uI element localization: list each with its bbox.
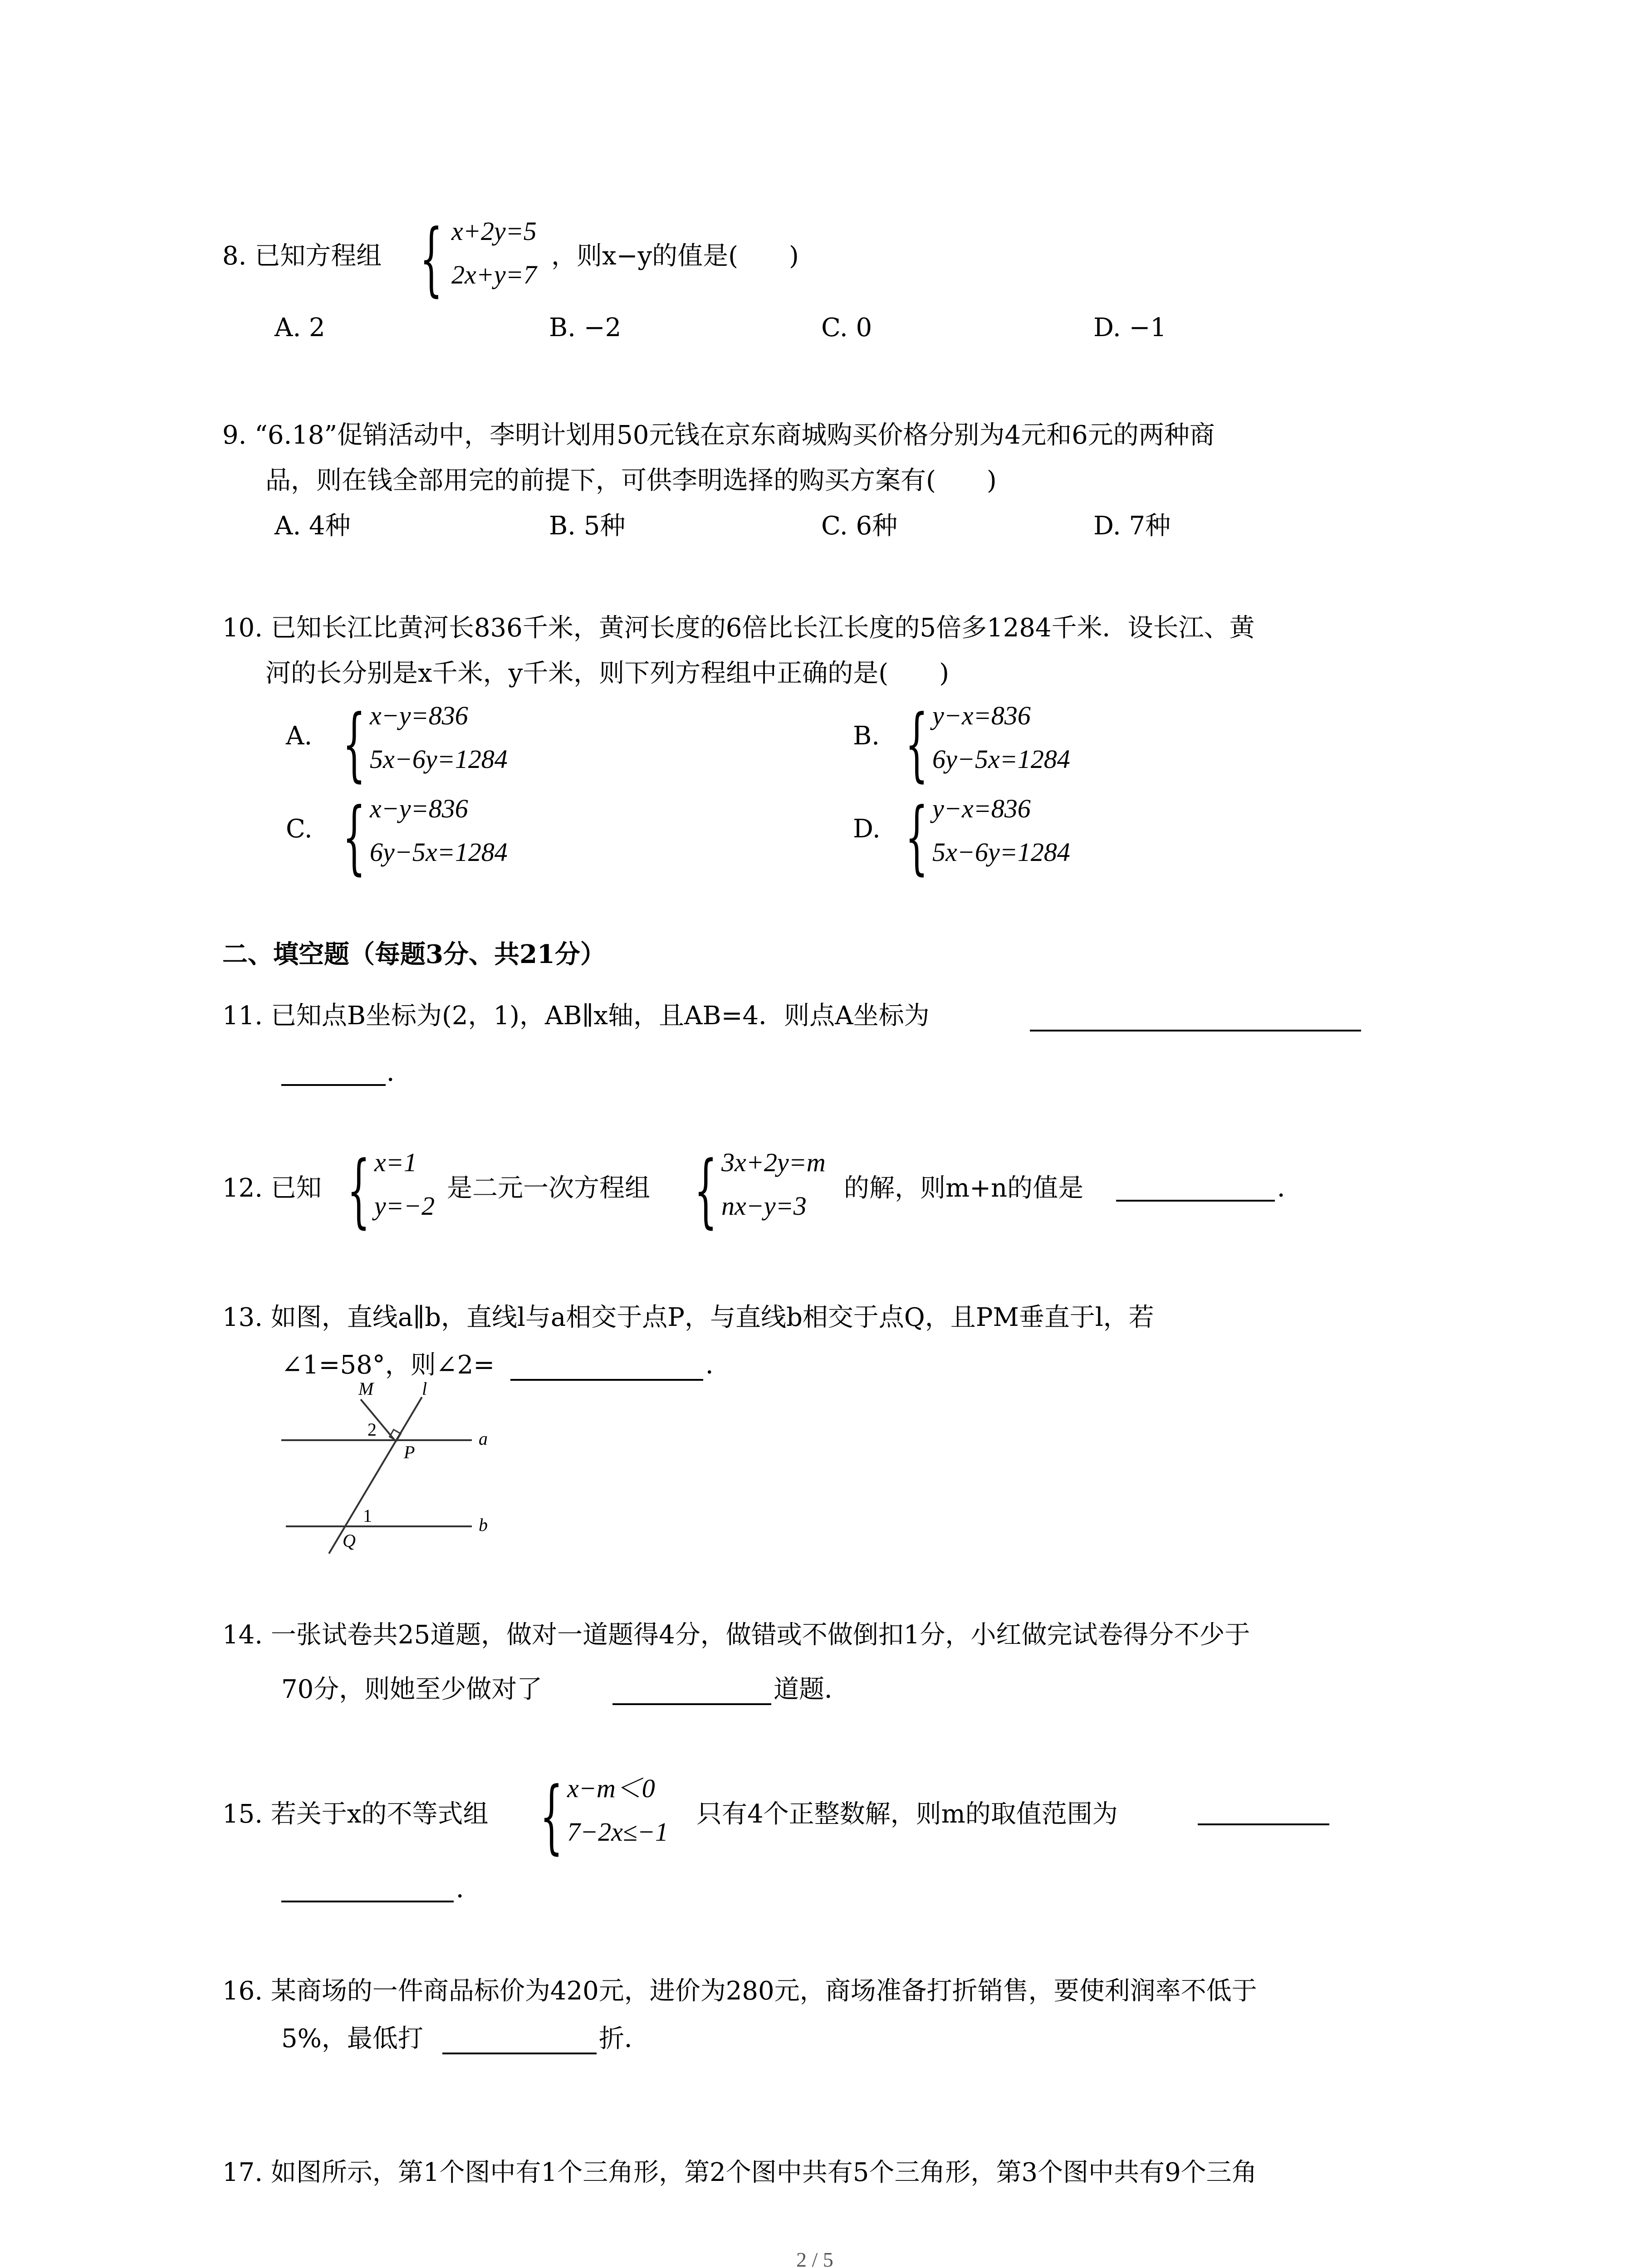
- q15-post: 只有4个正整数解，则m的取值范围为: [696, 1799, 1118, 1829]
- q13-line2: ∠1=58°，则∠2=: [281, 1350, 495, 1380]
- q10-b-eq1: y−x=836: [932, 701, 1031, 730]
- q15-e2: 7−2x≤−1: [567, 1817, 668, 1847]
- q8-option-d[interactable]: D. −1: [1093, 313, 1167, 342]
- q10-option-b-label[interactable]: B.: [853, 721, 880, 751]
- q11-answer-blank[interactable]: [1030, 1030, 1361, 1031]
- q14-line2b: 道题．: [774, 1675, 850, 1704]
- q13-end: ．: [705, 1350, 731, 1380]
- q10-line2: 河的长分别是x千米，y千米，则下列方程组中正确的是( ): [265, 659, 949, 688]
- q9-line2: 品，则在钱全部用完的前提下，可供李明选择的购买方案有( ): [265, 466, 997, 495]
- brace-icon: {: [540, 1770, 563, 1863]
- q8-stem-tail: ，则x−y的值是( ): [551, 241, 799, 271]
- q9-option-b[interactable]: B. 5种: [549, 511, 626, 541]
- q13-label-p: P: [404, 1442, 415, 1462]
- q13-label-b: b: [479, 1515, 488, 1535]
- q10-option-c-system[interactable]: [370, 787, 508, 874]
- q12-system: [721, 1141, 826, 1228]
- q8-system: [451, 210, 537, 297]
- q11-answer-blank-cont[interactable]: [281, 1084, 386, 1086]
- q12-answer-blank[interactable]: [1116, 1200, 1275, 1202]
- q12-pre: 12. 已知: [222, 1173, 322, 1203]
- q13-label-2: 2: [367, 1419, 377, 1440]
- q16-line1: 16. 某商场的一件商品标价为420元，进价为280元，商场准备打折销售，要使利润率不低于: [222, 1976, 1257, 2006]
- q10-line1: 10. 已知长江比黄河长836千米，黄河长度的6倍比长江长度的5倍多1284千米．设长江、黄: [222, 613, 1255, 643]
- brace-icon: {: [420, 212, 443, 305]
- q10-option-d-system[interactable]: [932, 787, 1070, 874]
- q15-system: [567, 1767, 668, 1854]
- q10-c-eq1: x−y=836: [370, 794, 468, 823]
- q12-s1: x=1: [374, 1148, 417, 1177]
- q16-line2a: 5%，最低打: [281, 2024, 423, 2053]
- q10-option-b-system[interactable]: [932, 694, 1070, 781]
- q9-option-a[interactable]: A. 4种: [274, 511, 351, 541]
- q9-option-c[interactable]: C. 6种: [821, 511, 898, 541]
- q11-text: 11. 已知点B坐标为(2，1)，AB∥x轴，且AB=4．则点A坐标为: [222, 1001, 930, 1031]
- q10-d-eq1: y−x=836: [932, 794, 1031, 823]
- q10-a-eq2: 5x−6y=1284: [370, 744, 508, 774]
- brace-icon: {: [343, 698, 366, 791]
- q12-mid: 是二元一次方程组: [447, 1173, 650, 1203]
- q10-option-d-label[interactable]: D.: [853, 814, 881, 844]
- q13-answer-blank[interactable]: [510, 1379, 703, 1381]
- q12-post: 的解，则m+n的值是: [844, 1173, 1084, 1203]
- q13-line1: 13. 如图，直线a∥b，直线l与a相交于点P，与直线b相交于点Q，且PM垂直于l，若: [222, 1303, 1154, 1332]
- q14-line2a: 70分，则她至少做对了: [281, 1675, 543, 1704]
- brace-icon: {: [694, 1144, 717, 1237]
- brace-icon: {: [905, 698, 928, 791]
- q8-option-a[interactable]: A. 2: [274, 313, 325, 342]
- q8-option-b[interactable]: B. −2: [549, 313, 622, 342]
- q10-d-eq2: 5x−6y=1284: [932, 837, 1070, 867]
- q8-number-stem: 8. 已知方程组: [222, 241, 382, 271]
- q15-pre: 15. 若关于x的不等式组: [222, 1799, 489, 1829]
- q10-option-c-label[interactable]: C.: [286, 814, 313, 844]
- q10-b-eq2: 6y−5x=1284: [932, 744, 1070, 774]
- q11-end: ．: [387, 1058, 412, 1087]
- q15-answer-blank[interactable]: [1198, 1823, 1329, 1825]
- brace-icon: {: [347, 1144, 370, 1237]
- q8-eq1: x+2y=5: [451, 216, 537, 246]
- q12-e2: nx−y=3: [721, 1191, 807, 1221]
- q15-end: ．: [456, 1874, 481, 1904]
- brace-icon: {: [343, 791, 366, 884]
- q16-line2b: 折．: [599, 2024, 650, 2053]
- q13-label-1: 1: [363, 1505, 372, 1526]
- q13-label-a: a: [479, 1428, 488, 1449]
- q10-option-a-system[interactable]: [370, 694, 508, 781]
- q12-e1: 3x+2y=m: [721, 1148, 826, 1177]
- q13-figure: [272, 1379, 508, 1560]
- q16-answer-blank[interactable]: [442, 2053, 597, 2054]
- q8-option-c[interactable]: C. 0: [821, 313, 872, 342]
- q14-answer-blank[interactable]: [612, 1703, 771, 1705]
- q10-a-eq1: x−y=836: [370, 701, 468, 730]
- q12-end: ．: [1277, 1173, 1303, 1203]
- q15-answer-blank-cont[interactable]: [281, 1901, 454, 1902]
- q12-solution: [374, 1141, 435, 1228]
- q10-option-a-label[interactable]: A.: [286, 721, 313, 751]
- brace-icon: {: [905, 791, 928, 884]
- section-heading: 二、填空题（每题3分、共21分）: [222, 939, 606, 969]
- page-number: 2 / 5: [796, 2248, 833, 2268]
- q13-label-m: M: [358, 1379, 374, 1399]
- q10-c-eq2: 6y−5x=1284: [370, 837, 508, 867]
- q17-line1: 17. 如图所示，第1个图中有1个三角形，第2个图中共有5个三角形，第3个图中共有9个三角: [222, 2158, 1257, 2187]
- q15-e1: x−m＜0: [567, 1774, 655, 1803]
- q13-label-q: Q: [343, 1530, 356, 1551]
- q9-line1: 9. “6.18”促销活动中，李明计划用50元钱在京东商城购买价格分别为4元和6元的两种商: [222, 420, 1215, 450]
- q13-label-l: l: [422, 1379, 427, 1399]
- q8-eq2: 2x+y=7: [451, 260, 537, 289]
- q9-option-d[interactable]: D. 7种: [1093, 511, 1171, 541]
- q14-line1: 14. 一张试卷共25道题，做对一道题得4分，做错或不做倒扣1分，小红做完试卷得分不少于: [222, 1620, 1250, 1650]
- q12-s2: y=−2: [374, 1191, 435, 1221]
